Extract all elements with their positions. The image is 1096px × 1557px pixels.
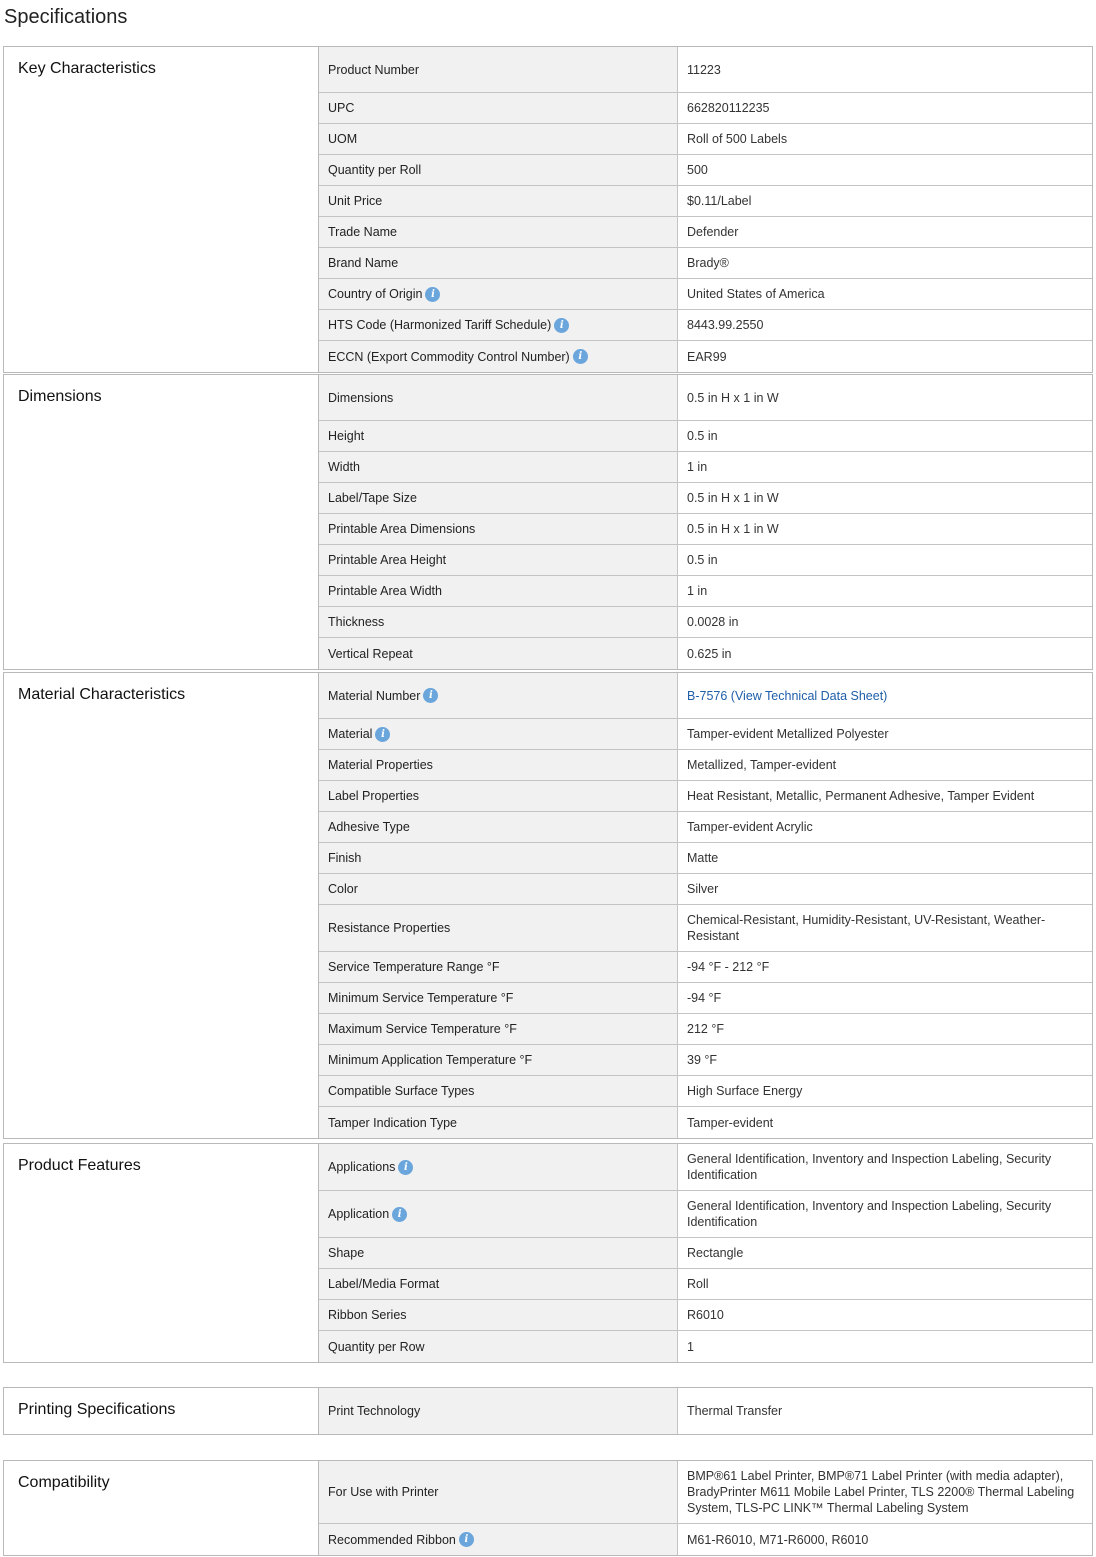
spec-rows <box>319 375 1092 669</box>
spec-value: 8443.99.2550 <box>687 318 764 332</box>
spec-row <box>319 1076 1092 1107</box>
spec-label-cell <box>319 576 678 606</box>
spec-value-cell <box>678 983 1092 1013</box>
spec-value: United States of America <box>687 287 825 301</box>
spec-value-cell <box>678 812 1092 842</box>
spec-label: Ribbon Series <box>328 1308 407 1322</box>
spec-row <box>319 341 1092 372</box>
spec-value: Silver <box>687 882 719 896</box>
spec-label: Printable Area Width <box>328 584 442 598</box>
spec-label: Printable Area Dimensions <box>328 522 476 536</box>
spec-value: 500 <box>687 163 708 177</box>
spec-value: 1 in <box>687 460 708 474</box>
spec-label: Printable Area Height <box>328 553 447 567</box>
spec-value-cell <box>678 905 1092 951</box>
spec-row <box>319 93 1092 124</box>
spec-value-cell <box>678 638 1092 669</box>
spec-row <box>319 576 1092 607</box>
spec-label: Compatible Surface Types <box>328 1084 475 1098</box>
spec-row <box>319 1524 1092 1555</box>
spec-label: Product Number <box>328 62 420 77</box>
spec-label: Height <box>328 429 365 443</box>
spec-value-cell <box>678 576 1092 606</box>
spec-label: Application <box>328 1207 390 1221</box>
spec-row <box>319 514 1092 545</box>
spec-value: General Identification, Inventory and Inspection Labeling, Security Identification <box>687 1199 1052 1229</box>
spec-label-cell <box>319 47 678 92</box>
spec-label-cell <box>319 310 678 340</box>
spec-row <box>319 983 1092 1014</box>
spec-label: Finish <box>328 851 362 865</box>
spec-value: 1 in <box>687 584 708 598</box>
spec-value-cell <box>678 1076 1092 1106</box>
spec-value-cell <box>678 1524 1092 1555</box>
spec-value-cell <box>678 673 1092 718</box>
spec-row <box>319 124 1092 155</box>
spec-label: Label/Media Format <box>328 1277 440 1291</box>
spec-row <box>319 186 1092 217</box>
spec-value-cell <box>678 279 1092 309</box>
spec-label-cell <box>319 1331 678 1362</box>
spec-row <box>319 1107 1092 1138</box>
spec-value: BMP®61 Label Printer, BMP®71 Label Printer (with media adapter), BradyPrinter M611 Mobile Label Printer, TLS 2200® Thermal Labeling System, TLS-PC LINK™ Thermal Labeling System <box>687 1469 1075 1515</box>
spec-label-cell <box>319 983 678 1013</box>
spec-rows <box>319 1144 1092 1362</box>
spec-label-cell <box>319 1014 678 1044</box>
spec-label: Recommended Ribbon <box>328 1532 456 1547</box>
spec-label-cell <box>319 93 678 123</box>
spec-label-cell <box>319 1388 678 1434</box>
spec-row <box>319 217 1092 248</box>
spec-value: Tamper-evident Metallized Polyester <box>687 727 889 741</box>
spec-row <box>319 248 1092 279</box>
spec-value: Chemical-Resistant, Humidity-Resistant, UV-Resistant, Weather-Resistant <box>687 913 1046 943</box>
spec-row <box>319 673 1092 719</box>
spec-label: For Use with Printer <box>328 1485 439 1499</box>
spec-value: R6010 <box>687 1308 724 1322</box>
spec-label-cell <box>319 750 678 780</box>
spec-value-cell <box>678 750 1092 780</box>
spec-label-cell <box>319 186 678 216</box>
spec-value-cell <box>678 1144 1092 1190</box>
spec-row <box>319 1014 1092 1045</box>
spec-label: Applications <box>328 1160 396 1174</box>
spec-value: General Identification, Inventory and Inspection Labeling, Security Identification <box>687 1152 1052 1182</box>
spec-label-cell <box>319 155 678 185</box>
spec-row <box>319 155 1092 186</box>
spec-value-cell <box>678 1045 1092 1075</box>
spec-row <box>319 1045 1092 1076</box>
spec-rows <box>319 673 1092 1138</box>
spec-label: Width <box>328 460 360 474</box>
spec-row <box>319 47 1092 93</box>
spec-row <box>319 1461 1092 1524</box>
spec-row <box>319 1388 1092 1434</box>
spec-label-cell <box>319 905 678 951</box>
spec-label: Print Technology <box>328 1404 421 1418</box>
spec-row <box>319 545 1092 576</box>
spec-label: Material <box>328 727 373 741</box>
spec-label: Label Properties <box>328 789 420 803</box>
spec-row <box>319 1238 1092 1269</box>
spec-label-cell <box>319 248 678 278</box>
spec-value: 0.5 in <box>687 553 718 567</box>
spec-value-cell <box>678 452 1092 482</box>
spec-label: Dimensions <box>328 390 394 405</box>
spec-rows <box>319 47 1092 372</box>
spec-value: 0.0028 in <box>687 615 739 629</box>
spec-value-cell <box>678 514 1092 544</box>
spec-label-cell <box>319 843 678 873</box>
spec-row <box>319 638 1092 669</box>
spec-value: -94 °F - 212 °F <box>687 960 770 974</box>
spec-value: EAR99 <box>687 349 727 364</box>
spec-value: 0.5 in H x 1 in W <box>687 390 779 405</box>
spec-value: 662820112235 <box>687 101 770 115</box>
info-icon[interactable]: i <box>423 688 438 703</box>
spec-value-cell <box>678 375 1092 420</box>
spec-row <box>319 279 1092 310</box>
spec-value-cell <box>678 310 1092 340</box>
spec-label: ECCN (Export Commodity Control Number) <box>328 349 570 364</box>
spec-label-cell <box>319 1461 678 1523</box>
spec-label-cell <box>319 673 678 718</box>
spec-section-compatibility <box>3 1460 1093 1556</box>
spec-value: Thermal Transfer <box>687 1404 783 1418</box>
spec-label: Thickness <box>328 615 385 629</box>
spec-row <box>319 1144 1092 1191</box>
info-icon[interactable]: i <box>573 349 588 364</box>
spec-row <box>319 1300 1092 1331</box>
spec-label-cell <box>319 952 678 982</box>
page-title: Specifications <box>4 6 128 28</box>
spec-label-cell <box>319 1269 678 1299</box>
spec-label-cell <box>319 452 678 482</box>
spec-label: Shape <box>328 1246 365 1260</box>
spec-value: 11223 <box>687 62 721 77</box>
spec-value: 39 °F <box>687 1053 718 1067</box>
info-icon[interactable]: i <box>554 318 569 333</box>
info-icon[interactable]: i <box>398 1160 413 1175</box>
spec-label: Minimum Service Temperature °F <box>328 991 514 1005</box>
spec-label: Label/Tape Size <box>328 491 417 505</box>
spec-label-cell <box>319 279 678 309</box>
spec-value-cell <box>678 1014 1092 1044</box>
spec-label-cell <box>319 638 678 669</box>
spec-value-cell <box>678 843 1092 873</box>
spec-label-cell <box>319 1524 678 1555</box>
spec-label-cell <box>319 514 678 544</box>
spec-label: Material Number <box>328 688 421 703</box>
spec-value-cell <box>678 186 1092 216</box>
spec-label-cell <box>319 1107 678 1138</box>
spec-label-cell <box>319 781 678 811</box>
info-icon[interactable]: i <box>425 287 440 302</box>
spec-value-cell <box>678 719 1092 749</box>
info-icon[interactable]: i <box>375 727 390 742</box>
spec-value-cell <box>678 1238 1092 1268</box>
spec-row <box>319 483 1092 514</box>
spec-label-cell <box>319 1238 678 1268</box>
spec-rows <box>319 1388 1092 1434</box>
spec-value: Matte <box>687 851 719 865</box>
spec-value-cell <box>678 1191 1092 1237</box>
spec-label: Tamper Indication Type <box>328 1115 458 1130</box>
spec-label: Adhesive Type <box>328 820 410 834</box>
spec-label: Maximum Service Temperature °F <box>328 1022 517 1036</box>
spec-label-cell <box>319 1045 678 1075</box>
spec-label-cell <box>319 341 678 372</box>
spec-value-cell <box>678 124 1092 154</box>
spec-label: Brand Name <box>328 256 399 270</box>
spec-value: -94 °F <box>687 991 722 1005</box>
spec-label: Trade Name <box>328 225 398 239</box>
technical-data-sheet-link[interactable]: B-7576 (View Technical Data Sheet) <box>687 688 888 703</box>
info-icon[interactable]: i <box>459 1532 474 1547</box>
spec-value-cell <box>678 217 1092 247</box>
spec-value-cell <box>678 93 1092 123</box>
spec-label: Material Properties <box>328 758 433 772</box>
spec-value: M61-R6010, M71-R6000, R6010 <box>687 1532 869 1547</box>
spec-value: 1 <box>687 1339 694 1354</box>
spec-value-cell <box>678 341 1092 372</box>
spec-value: High Surface Energy <box>687 1084 803 1098</box>
spec-row <box>319 781 1092 812</box>
spec-label-cell <box>319 375 678 420</box>
spec-value: Rectangle <box>687 1246 744 1260</box>
spec-label-cell <box>319 217 678 247</box>
spec-row <box>319 421 1092 452</box>
spec-value-cell <box>678 47 1092 92</box>
spec-value: 0.5 in H x 1 in W <box>687 491 779 505</box>
spec-label: HTS Code (Harmonized Tariff Schedule) <box>328 318 552 332</box>
spec-label-cell <box>319 1144 678 1190</box>
spec-value-cell <box>678 781 1092 811</box>
spec-value-cell <box>678 952 1092 982</box>
spec-label-cell <box>319 874 678 904</box>
spec-row <box>319 719 1092 750</box>
spec-value-cell <box>678 1461 1092 1523</box>
section-title: Product Features <box>4 1144 319 1362</box>
spec-label: Quantity per Row <box>328 1339 425 1354</box>
spec-label: Color <box>328 882 358 896</box>
spec-value: Roll of 500 Labels <box>687 132 788 146</box>
spec-value: Tamper-evident <box>687 1115 774 1130</box>
spec-row <box>319 843 1092 874</box>
spec-value: Heat Resistant, Metallic, Permanent Adhesive, Tamper Evident <box>687 789 1035 803</box>
spec-label: Unit Price <box>328 194 383 208</box>
spec-label: Service Temperature Range °F <box>328 960 500 974</box>
spec-section-product-features <box>3 1143 1093 1363</box>
spec-value-cell <box>678 1300 1092 1330</box>
spec-label-cell <box>319 483 678 513</box>
spec-section-material-characteristics <box>3 672 1093 1139</box>
spec-value: 0.625 in <box>687 646 732 661</box>
spec-row <box>319 874 1092 905</box>
spec-value-cell <box>678 874 1092 904</box>
section-title: Compatibility <box>4 1461 319 1555</box>
spec-value-cell <box>678 607 1092 637</box>
spec-value: 0.5 in H x 1 in W <box>687 522 779 536</box>
spec-label-cell <box>319 607 678 637</box>
spec-label-cell <box>319 1300 678 1330</box>
spec-label: Resistance Properties <box>328 921 451 935</box>
spec-value-cell <box>678 483 1092 513</box>
spec-label-cell <box>319 421 678 451</box>
spec-label: Country of Origin <box>328 287 423 301</box>
spec-row <box>319 375 1092 421</box>
section-title: Dimensions <box>4 375 319 669</box>
spec-value: Tamper-evident Acrylic <box>687 820 813 834</box>
spec-row <box>319 952 1092 983</box>
spec-row <box>319 1331 1092 1362</box>
section-title: Material Characteristics <box>4 673 319 1138</box>
spec-value-cell <box>678 1331 1092 1362</box>
spec-value: 0.5 in <box>687 429 718 443</box>
spec-label: Vertical Repeat <box>328 646 413 661</box>
spec-value: Defender <box>687 225 739 239</box>
spec-label-cell <box>319 812 678 842</box>
spec-value: Roll <box>687 1277 709 1291</box>
spec-value: Brady® <box>687 256 729 270</box>
spec-label-cell <box>319 1076 678 1106</box>
spec-section-dimensions <box>3 374 1093 670</box>
spec-row <box>319 905 1092 952</box>
spec-value: Metallized, Tamper-evident <box>687 758 837 772</box>
spec-value-cell <box>678 545 1092 575</box>
info-icon[interactable]: i <box>392 1207 407 1222</box>
spec-label: UPC <box>328 101 355 115</box>
spec-value-cell <box>678 1269 1092 1299</box>
spec-label: Quantity per Roll <box>328 163 422 177</box>
spec-section-key-characteristics <box>3 46 1093 373</box>
spec-row <box>319 452 1092 483</box>
spec-value-cell <box>678 1388 1092 1434</box>
spec-value: $0.11/Label <box>687 194 752 208</box>
spec-value-cell <box>678 155 1092 185</box>
spec-row <box>319 310 1092 341</box>
spec-rows <box>319 1461 1092 1555</box>
spec-value: 212 °F <box>687 1022 724 1036</box>
spec-row <box>319 750 1092 781</box>
spec-value-cell <box>678 421 1092 451</box>
spec-label-cell <box>319 719 678 749</box>
spec-row <box>319 1269 1092 1300</box>
spec-value-cell <box>678 248 1092 278</box>
spec-row <box>319 812 1092 843</box>
spec-label-cell <box>319 124 678 154</box>
spec-label: UOM <box>328 132 358 146</box>
section-title: Key Characteristics <box>4 47 319 372</box>
spec-row <box>319 1191 1092 1238</box>
spec-label-cell <box>319 545 678 575</box>
spec-label-cell <box>319 1191 678 1237</box>
spec-value-cell <box>678 1107 1092 1138</box>
spec-section-printing-specifications <box>3 1387 1093 1435</box>
spec-row <box>319 607 1092 638</box>
section-title: Printing Specifications <box>4 1388 319 1434</box>
spec-label: Minimum Application Temperature °F <box>328 1053 533 1067</box>
